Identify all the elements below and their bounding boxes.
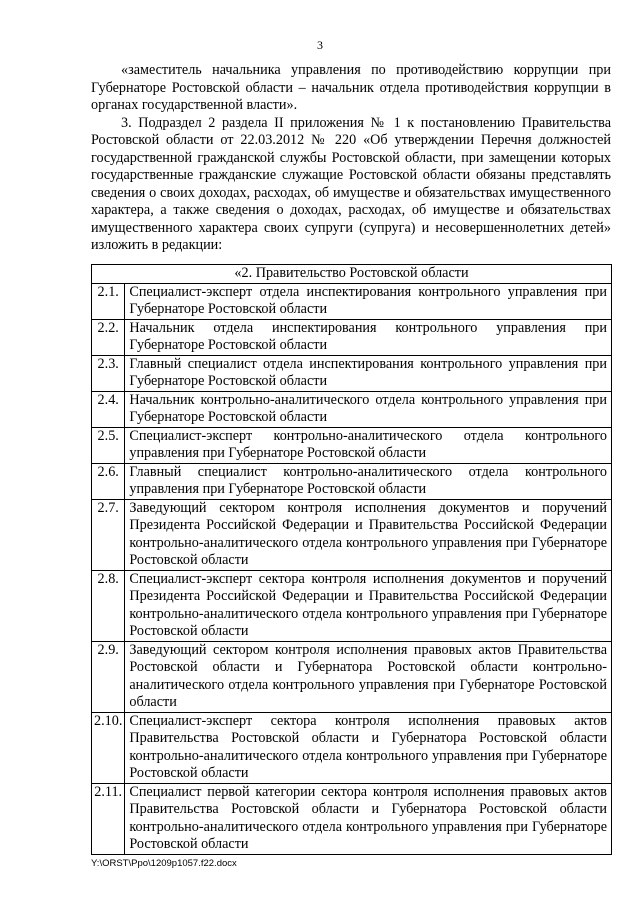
row-number: 2.2. — [92, 319, 125, 355]
table-header-row — [92, 265, 612, 284]
row-text: Специалист первой категории сектора контроля исполнения правовых актов Правительства Ростовской области и Губернатора Ростовской области контрольно-аналитического отдела контрольного управления при Губернаторе Ростовской области — [125, 783, 612, 854]
table-row — [92, 391, 612, 427]
row-text: Заведующий сектором контроля исполнения правовых актов Правительства Ростовской области и Губернатора Ростовской области контрольно-аналитического отдела контрольного управления при Губернаторе Ростовской области — [125, 641, 612, 712]
row-number: 2.6. — [92, 463, 125, 499]
table-row — [92, 570, 612, 641]
row-number: 2.8. — [92, 570, 125, 641]
table-row — [92, 783, 612, 854]
row-text: Специалист-эксперт сектора контроля исполнения правовых актов Правительства Ростовской области и Губернатора Ростовской области контрольно-аналитического отдела контрольного управления при Губернаторе Ростовской области — [125, 712, 612, 783]
table-row — [92, 499, 612, 570]
row-number: 2.7. — [92, 499, 125, 570]
row-number: 2.1. — [92, 283, 125, 319]
row-text: Специалист-эксперт контрольно-аналитического отдела контрольного управления при Губернаторе Ростовской области — [125, 427, 612, 463]
page-number: 3 — [317, 38, 323, 52]
table-row — [92, 355, 612, 391]
row-text: Начальник отдела инспектирования контрольного управления при Губернаторе Ростовской области — [125, 319, 612, 355]
row-text: Начальник контрольно-аналитического отдела контрольного управления при Губернаторе Ростовской области — [125, 391, 612, 427]
paragraph: «заместитель начальника управления по противодействию коррупции при Губернаторе Ростовской области – начальник отдела противодействия коррупции в органах государственной власти». — [91, 62, 611, 113]
paragraph: 3. Подраздел 2 раздела II приложения № 1 к постановлению Правительства Ростовской области от 22.03.2012 № 220 «Об утверждении Перечня должностей государственной гражданской службы Ростовской области, при замещении которых государственные гражданские служащие Ростовской области обязаны представлять сведения о своих доходах, расходах, об имуществе и обязательствах имущественного характера, а также сведения о доходах, расходах, об имуществе и обязательствах имущественного характера своих супруги (супруга) и несовершеннолетних детей» изложить в редакции: — [91, 114, 611, 253]
table-row — [92, 427, 612, 463]
row-number: 2.4. — [92, 391, 125, 427]
table-row — [92, 641, 612, 712]
table-header: «2. Правительство Ростовской области — [92, 265, 612, 284]
table-row — [92, 319, 612, 355]
row-text: Заведующий сектором контроля исполнения документов и поручений Президента Российской Федерации и Правительства Российской Федерации контрольно-аналитического отдела контрольного управления при Губернаторе Ростовской области — [125, 499, 612, 570]
table-row — [92, 283, 612, 319]
row-number: 2.5. — [92, 427, 125, 463]
row-number: 2.10. — [92, 712, 125, 783]
row-number: 2.3. — [92, 355, 125, 391]
row-text: Специалист-эксперт отдела инспектирования контрольного управления при Губернаторе Ростовской области — [125, 283, 612, 319]
row-text: Главный специалист контрольно-аналитического отдела контрольного управления при Губернаторе Ростовской области — [125, 463, 612, 499]
table-row — [92, 712, 612, 783]
document-body — [91, 62, 611, 255]
positions-table — [91, 264, 612, 855]
table-row — [92, 463, 612, 499]
row-text: Специалист-эксперт сектора контроля исполнения документов и поручений Президента Российской Федерации и Правительства Российской Федерации контрольно-аналитического отдела контрольного управления при Губернаторе Ростовской области — [125, 570, 612, 641]
row-text: Главный специалист отдела инспектирования контрольного управления при Губернаторе Ростовской области — [125, 355, 612, 391]
file-path: Y:\ORST\Ppo\1209p1057.f22.docx — [91, 858, 237, 869]
row-number: 2.9. — [92, 641, 125, 712]
row-number: 2.11. — [92, 783, 125, 854]
